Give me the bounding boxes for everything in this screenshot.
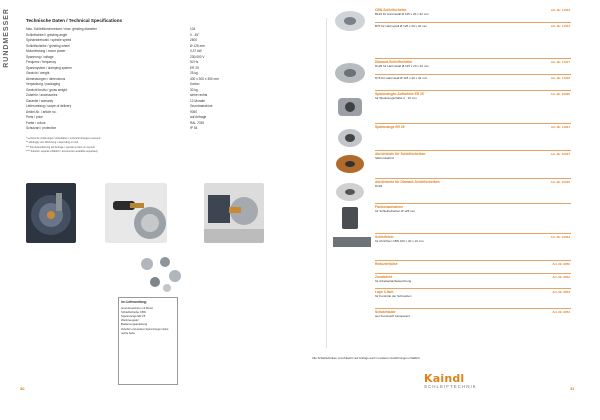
spec-value: auf Anfrage [190, 115, 207, 119]
spec-label: Motorleistung / motor power [26, 49, 66, 53]
kaindl-logo [424, 372, 477, 389]
delivery-scope-item: Spannzange ER 25 [121, 314, 146, 319]
spec-label: Spannsystem / clamping system [26, 65, 72, 70]
product-article-number: Art.-Nr. 10037 [550, 152, 570, 156]
product-description: B76 für Hartmetall Ø 125 x 20 x 32 mm [375, 24, 428, 28]
spec-value: 12 Monate [190, 98, 206, 103]
product-separator [375, 58, 571, 59]
product-separator [375, 260, 571, 261]
spec-label: Schleifwinkel / grinding angle [26, 32, 68, 37]
product-article-number: Art.-Nr. 9050 [552, 262, 570, 266]
product-image-flange [332, 205, 368, 236]
spec-label: Artikel-Nr. / article no. [26, 109, 57, 114]
product-article-number: Art.-Nr. 11314 [550, 24, 570, 28]
product-description: aus Kunststoff transparent [375, 314, 410, 319]
diamond-dresser-icon [332, 180, 368, 204]
product-description: für Arbeitsplatzbeleuchtung [375, 279, 412, 284]
product-description: für Schleifscheiben Ø 125 mm [375, 209, 416, 214]
spec-value: siehe rechts [190, 93, 208, 97]
footnote: * technische Änderungen vorbehalten / technical changes reserved [26, 137, 101, 140]
product-separator [375, 178, 571, 179]
spec-value: 0,37 kW [190, 49, 202, 53]
product-name: Zusatzlicht [375, 275, 393, 279]
product-article-number: Art.-Nr. 11267 [550, 125, 570, 129]
product-article-number: Art.-Nr. 10036 [550, 180, 570, 184]
spec-label: Zubehör / accessories [26, 93, 58, 97]
product-entry [375, 24, 570, 28]
product-separator [375, 203, 571, 204]
product-entry [375, 275, 570, 284]
product-article-number: Art.-Nr. 9054 [552, 310, 570, 314]
product-description: B126 für Hartmetall Ø 125 x 20 x 32 mm [375, 12, 429, 17]
spec-value: 400 x 300 x 350 mm [190, 76, 219, 81]
product-name: Abrichtstein für Diamant-Schleifscheiben [375, 180, 440, 184]
sharpening-stone-icon [332, 235, 372, 249]
spec-label: Lieferumfang / scope of delivery [26, 104, 72, 108]
spec-value: 104 [190, 27, 196, 31]
flange-icon [332, 205, 368, 231]
spec-label: Gewicht / weight [26, 71, 50, 75]
product-entry [375, 125, 570, 129]
product-article-number: Art.-Nr. 10023 [550, 235, 570, 239]
spec-label: Schutzart / protection [26, 126, 57, 130]
spec-label: Max. Schleifdurchmesser / max. grinding diameter [26, 27, 97, 31]
spec-value: IP 54 [190, 126, 198, 130]
footnote: *** Sonderausführung auf Anfrage / special version on request [26, 145, 95, 149]
product-article-number: Art.-Nr. 9052 [552, 275, 570, 279]
spec-label: Gewicht brutto / gross weight [26, 87, 68, 92]
page-number-right: 31 [570, 386, 575, 391]
spec-value: 9050 [190, 109, 198, 114]
product-name: Flanschaufnahme [375, 205, 404, 209]
spec-value: ER 25 [190, 65, 199, 70]
section-side-label: RUNDMESSER [3, 8, 10, 68]
spec-label: Preis / price [26, 115, 43, 119]
product-description: für Werkzeugschäfte 2 - 16 mm [375, 96, 417, 101]
bottom-note: Alle Schleifscheiben und Zubehör auf Anfrage auch in anderen Ausführungen erhältlich. [312, 356, 421, 360]
spec-label: Frequenz / frequency [26, 60, 57, 64]
cbn-wheel-icon [332, 8, 368, 34]
product-name: Schutzhaube [375, 310, 396, 314]
delivery-scope-title: Im Lieferumfang: [121, 300, 147, 304]
spec-value: RAL 7035 [190, 120, 205, 125]
spec-value: Ø 125 mm [190, 43, 205, 48]
delivery-scope-item: Bedienungsanleitung [121, 322, 148, 327]
product-article-number: Art.-Nr. 11318 [550, 76, 570, 80]
product-entry [375, 205, 550, 213]
delivery-scope-item: Schleifscheibe CBN [121, 310, 146, 315]
spec-label: Garantie / warranty [26, 98, 54, 103]
product-name: Spannzangen-Aufnahme ER 25 [375, 92, 424, 96]
spec-value: 50 Hz [190, 60, 199, 64]
collet-holder-icon [332, 92, 368, 122]
product-separator [375, 233, 571, 234]
product-description: für Kontrolle der Schneiden [375, 294, 412, 299]
footnote: ** abhängig vom Werkzeug / depending on tool [26, 141, 79, 145]
product-description: D76 für Hartmetall Ø 125 x 20 x 32 mm [375, 76, 428, 80]
product-name: Spannzange ER 25 [375, 125, 405, 129]
delivery-scope-item: Grundmaschine mit Motor [121, 306, 154, 310]
spec-value: 0 - 45° [190, 32, 200, 37]
product-image-diamond-wheel [332, 60, 368, 91]
product-entry [375, 235, 570, 244]
collet-icon [332, 125, 368, 151]
product-entry [375, 262, 570, 266]
spec-value: 230/400 V [190, 54, 205, 59]
product-article-number: Art.-Nr. 11317 [550, 60, 570, 64]
spec-value: 30 kg [190, 87, 198, 92]
product-entry [375, 152, 570, 161]
product-entry [375, 92, 570, 101]
product-separator [375, 22, 571, 23]
footnote: **** Zubehör separat erhältlich / accessories available separately [26, 149, 98, 153]
spec-value: 2500 [190, 38, 198, 42]
spec-label: Verpackung / packaging [26, 82, 61, 86]
spec-label: Farbe / colour [26, 120, 46, 125]
spec-label: Schleifscheibe / grinding wheel [26, 43, 70, 48]
product-separator [375, 308, 571, 309]
spec-value: 25 kg [190, 71, 198, 75]
product-entry [375, 180, 570, 189]
product-separator [375, 288, 571, 289]
column-divider [326, 18, 327, 348]
tech-specs-title: Technische Daten / Technical Specifications [26, 18, 123, 23]
spec-value: Karton [190, 82, 200, 86]
page-number-left: 30 [20, 386, 25, 391]
product-name: Abrichtstein für Schleifscheiben [375, 152, 426, 156]
product-name: Schleifstein [375, 235, 394, 239]
product-description: für Abrichten CBN 100 x 20 x 10 mm [375, 239, 424, 244]
delivery-scope-item: Werkzeugsatz [121, 318, 139, 323]
dressing-stone-icon [332, 152, 368, 176]
product-separator [375, 273, 571, 274]
product-article-number: Art.-Nr. 9053 [552, 290, 570, 294]
product-name: Lupe 3-fach [375, 290, 394, 294]
product-entry [375, 8, 570, 17]
product-article-number: Art.-Nr. 11313 [550, 8, 570, 12]
product-image-collet-holder [332, 92, 368, 127]
product-separator [375, 90, 571, 91]
product-description: D126 für Hartmetall Ø 125 x 20 x 32 mm [375, 64, 429, 69]
spec-label: Abmessungen / dimensions [26, 76, 66, 81]
product-description: Siliziumkarbid [375, 156, 394, 161]
spec-label: Spindeldrehzahl / spindle speed [26, 38, 72, 42]
product-separator [375, 74, 571, 75]
product-name: Reduzierhülse [375, 262, 398, 266]
logo-subtitle: SCHLEIFTECHNIK [424, 384, 477, 389]
product-entry [375, 310, 570, 319]
product-image-cbn-wheel [332, 8, 368, 39]
diamond-wheel-icon [332, 60, 368, 86]
product-name: Diamant-Schleifscheibe [375, 60, 413, 64]
product-image-dressing-stone [332, 152, 368, 181]
product-description: D126 [375, 184, 383, 189]
delivery-scope-footer: Zubehör und weitere Spannzangen siehe rechte Seite [121, 328, 169, 336]
spec-value: Grundmaschine [190, 104, 213, 108]
spec-label: Spannung / voltage [26, 54, 54, 59]
product-name: CBN-Schleifscheibe [375, 8, 407, 12]
product-entry [375, 290, 570, 299]
product-entry [375, 76, 570, 80]
product-article-number: Art.-Nr. 10905 [550, 92, 570, 96]
product-entry [375, 60, 570, 69]
logo-name: Kaindl [424, 372, 465, 385]
product-separator [375, 123, 571, 124]
product-image-sharpening-stone [332, 235, 368, 254]
product-separator [375, 150, 571, 151]
